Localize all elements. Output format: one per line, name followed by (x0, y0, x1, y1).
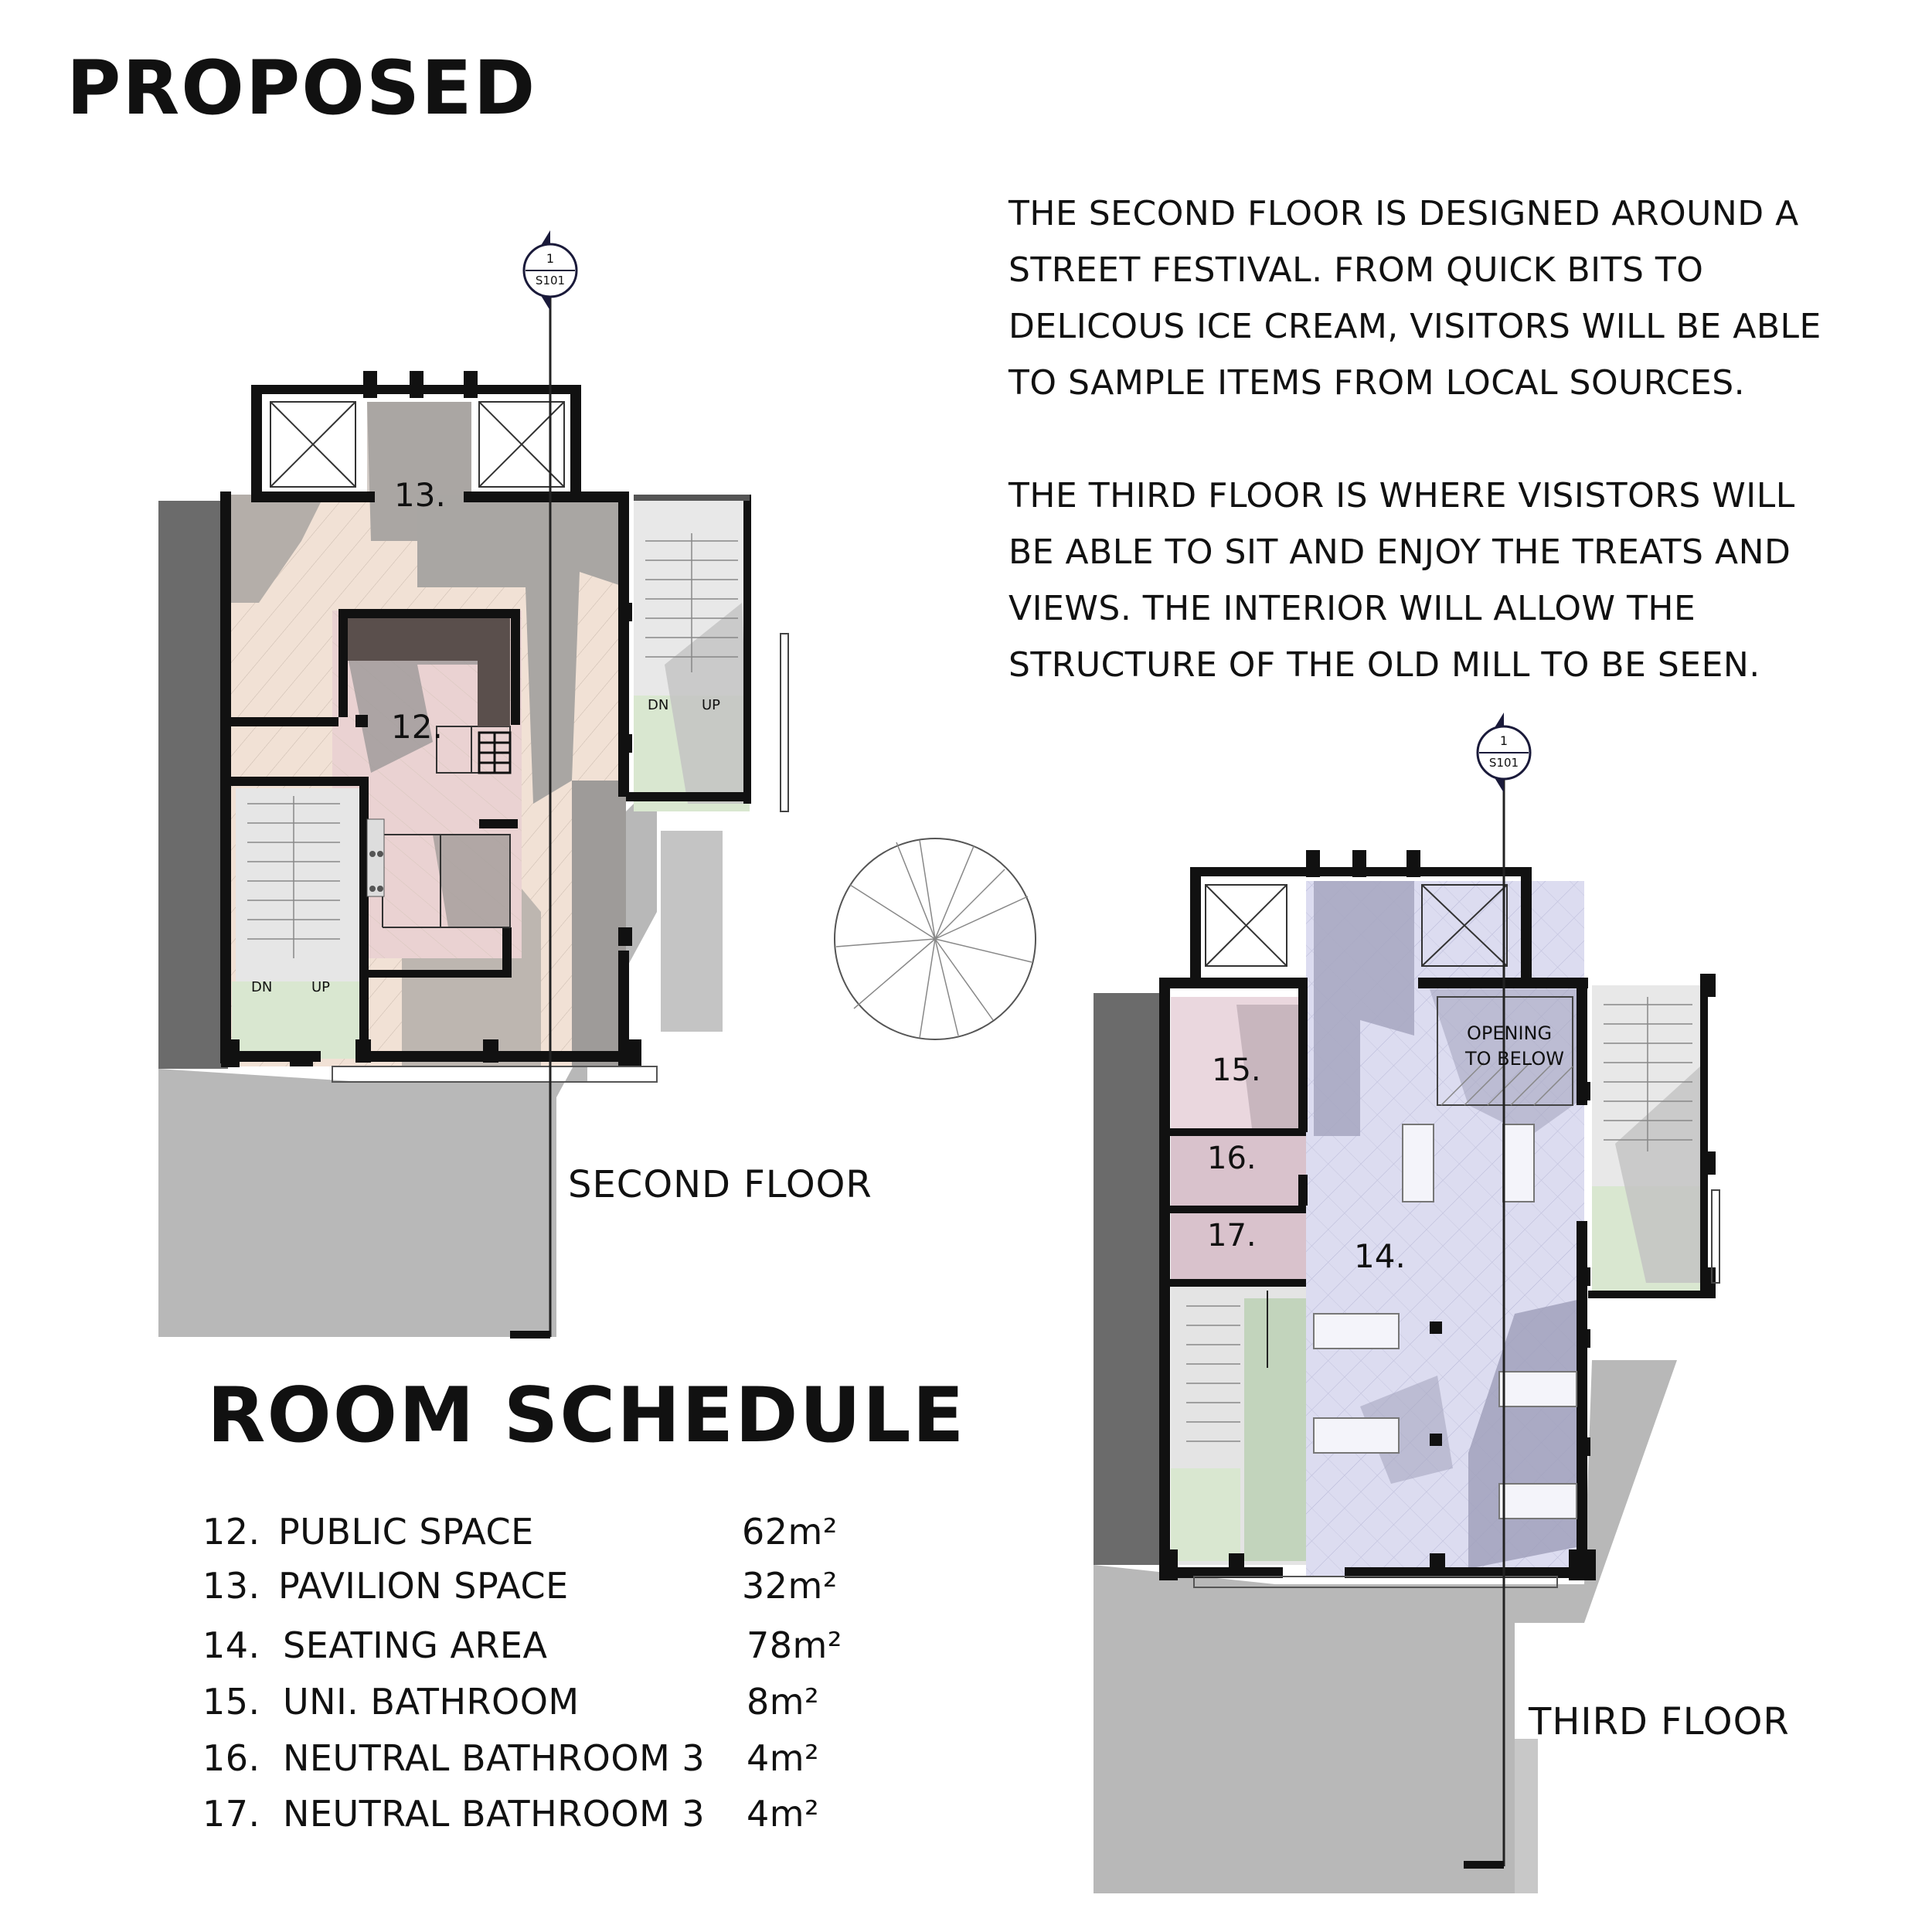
desc-line: DELICOUS ICE CREAM, VISITORS WILL BE ABLE (1009, 307, 1821, 346)
schedule-room-name: NEUTRAL BATHROOM 3 (283, 1793, 706, 1835)
schedule-room-number: 16. (202, 1737, 260, 1779)
desc-line: BE ABLE TO SIT AND ENJOY THE TREATS AND (1009, 532, 1791, 572)
schedule-room-number: 17. (202, 1793, 260, 1835)
schedule-room-name: PUBLIC SPACE (278, 1511, 534, 1553)
schedule-row (202, 1624, 842, 1671)
schedule-room-area: 4m² (747, 1793, 820, 1835)
desc-line: STRUCTURE OF THE OLD MILL TO BE SEEN. (1009, 645, 1760, 685)
schedule-room-name: SEATING AREA (283, 1624, 548, 1666)
schedule-room-area: 32m² (742, 1565, 838, 1607)
desc-line: THE SECOND FLOOR IS DESIGNED AROUND A (1009, 194, 1799, 233)
schedule-room-area: 62m² (742, 1511, 838, 1553)
schedule-room-number: 13. (202, 1565, 260, 1607)
second-floor-description (1009, 185, 1874, 411)
schedule-room-name: NEUTRAL BATHROOM 3 (283, 1737, 706, 1779)
desc-line: STREET FESTIVAL. FROM QUICK BITS TO (1009, 250, 1704, 290)
schedule-room-number: 14. (202, 1624, 260, 1666)
third-floor-label: THIRD FLOOR (1529, 1700, 1790, 1743)
room-schedule-title: ROOM SCHEDULE (207, 1372, 966, 1460)
second-floor-label: SECOND FLOOR (568, 1163, 872, 1206)
north-arrow-icon (819, 823, 1051, 1055)
third-floor-description (1009, 468, 1874, 693)
section-marker (524, 230, 577, 311)
schedule-room-name: PAVILION SPACE (278, 1565, 569, 1607)
schedule-row (202, 1511, 838, 1557)
schedule-row (202, 1681, 821, 1727)
stair-up-label: UP (311, 979, 331, 995)
sheet-title: PROPOSED (66, 45, 537, 131)
opening-label-line1: OPENING (1467, 1022, 1553, 1044)
schedule-room-area: 4m² (747, 1737, 820, 1779)
schedule-room-number: 15. (202, 1681, 260, 1723)
schedule-room-area: 8m² (747, 1681, 820, 1723)
room-15-tag: 15. (1212, 1053, 1261, 1088)
room-17-tag: 17. (1207, 1218, 1257, 1253)
desc-line: TO SAMPLE ITEMS FROM LOCAL SOURCES. (1009, 363, 1746, 403)
section-marker-sheet: S101 (1488, 756, 1519, 770)
schedule-row (202, 1565, 838, 1611)
desc-line: VIEWS. THE INTERIOR WILL ALLOW THE (1009, 589, 1696, 628)
opening-label-line2: TO BELOW (1465, 1048, 1564, 1070)
section-marker-number: 1 (546, 251, 555, 266)
room-14-tag: 14. (1354, 1237, 1406, 1275)
desc-line: THE THIRD FLOOR IS WHERE VISISTORS WILL (1009, 476, 1795, 515)
schedule-row (202, 1737, 821, 1784)
room-12-tag: 12. (391, 708, 443, 746)
room-16-tag: 16. (1207, 1141, 1257, 1176)
stair-dn-label: DN (251, 979, 273, 995)
section-marker-number: 1 (1499, 733, 1509, 748)
schedule-row (202, 1793, 821, 1839)
stair-dn-label: DN (648, 697, 669, 713)
schedule-room-name: UNI. BATHROOM (283, 1681, 580, 1723)
schedule-room-number: 12. (202, 1511, 260, 1553)
room-13-tag: 13. (394, 476, 446, 514)
schedule-room-area: 78m² (747, 1624, 842, 1666)
section-marker (1478, 713, 1530, 793)
stair-up-label: UP (702, 697, 721, 713)
section-marker-sheet: S101 (535, 274, 566, 287)
